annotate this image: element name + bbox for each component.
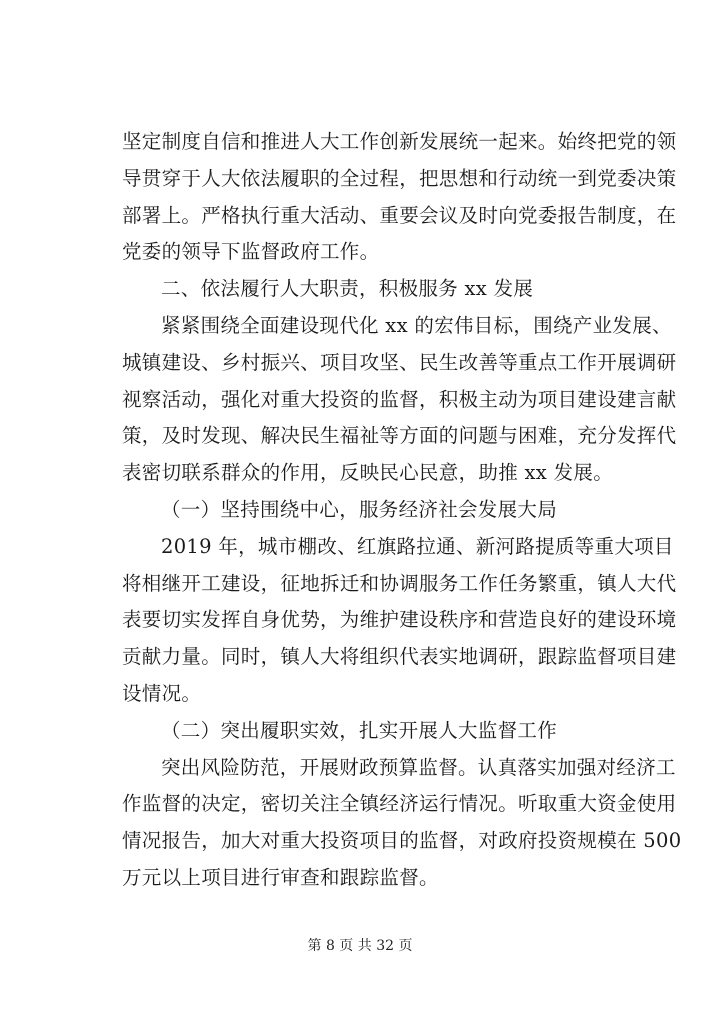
text-line: 城镇建设、乡村振兴、项目攻坚、民生改善等重点工作开展调研 [122,350,677,374]
text-line: 2019 年，城市棚改、红旗路拉通、新河路提质等重大项目 [161,534,674,558]
text-line: 万元以上项目进行审查和跟踪监督。 [122,865,439,889]
text-line: 作监督的决定，密切关注全镇经济运行情况。听取重大资金使用 [122,792,677,816]
section-heading: 二、依法履行人大职责，积极服务 xx 发展 [161,277,534,301]
text-line: 突出风险防范，开展财政预算监督。认真落实加强对经济工 [161,755,676,779]
text-line: 贡献力量。同时，镇人大将组织代表实地调研，跟踪监督项目建 [122,645,677,669]
text-line: 设情况。 [122,681,202,705]
text-line: 表要切实发挥自身优势，为维护建设秩序和营造良好的建设环境 [122,608,677,632]
text-line: 紧紧围绕全面建设现代化 xx 的宏伟目标，围绕产业发展、 [161,313,672,337]
text-line: 坚定制度自信和推进人大工作创新发展统一起来。始终把党的领 [122,130,677,153]
subsection-heading: （一）坚持围绕中心，服务经济社会发展大局 [161,497,558,521]
text-line: 将相继开工建设，征地拆迁和协调服务工作任务繁重，镇人大代 [122,571,677,595]
page-footer: 第 8 页 共 32 页 [307,938,413,954]
text-line: 视察活动，强化对重大投资的监督，积极主动为项目建设建言献 [122,387,677,411]
text-line: 策，及时发现、解决民生福祉等方面的问题与困难，充分发挥代 [122,424,677,448]
text-line: 表密切联系群众的作用，反映民心民意，助推 xx 发展。 [122,461,613,485]
text-line: 党委的领导下监督政府工作。 [122,240,380,264]
subsection-heading: （二）突出履职实效，扎实开展人大监督工作 [161,718,558,742]
text-line: 情况报告，加大对重大投资项目的监督，对政府投资规模在 500 [122,829,682,853]
body-text [122,124,682,897]
text-line: 导贯穿于人大依法履职的全过程，把思想和行动统一到党委决策 [122,166,677,190]
text-line: 部署上。严格执行重大活动、重要会议及时向党委报告制度，在 [122,203,677,227]
